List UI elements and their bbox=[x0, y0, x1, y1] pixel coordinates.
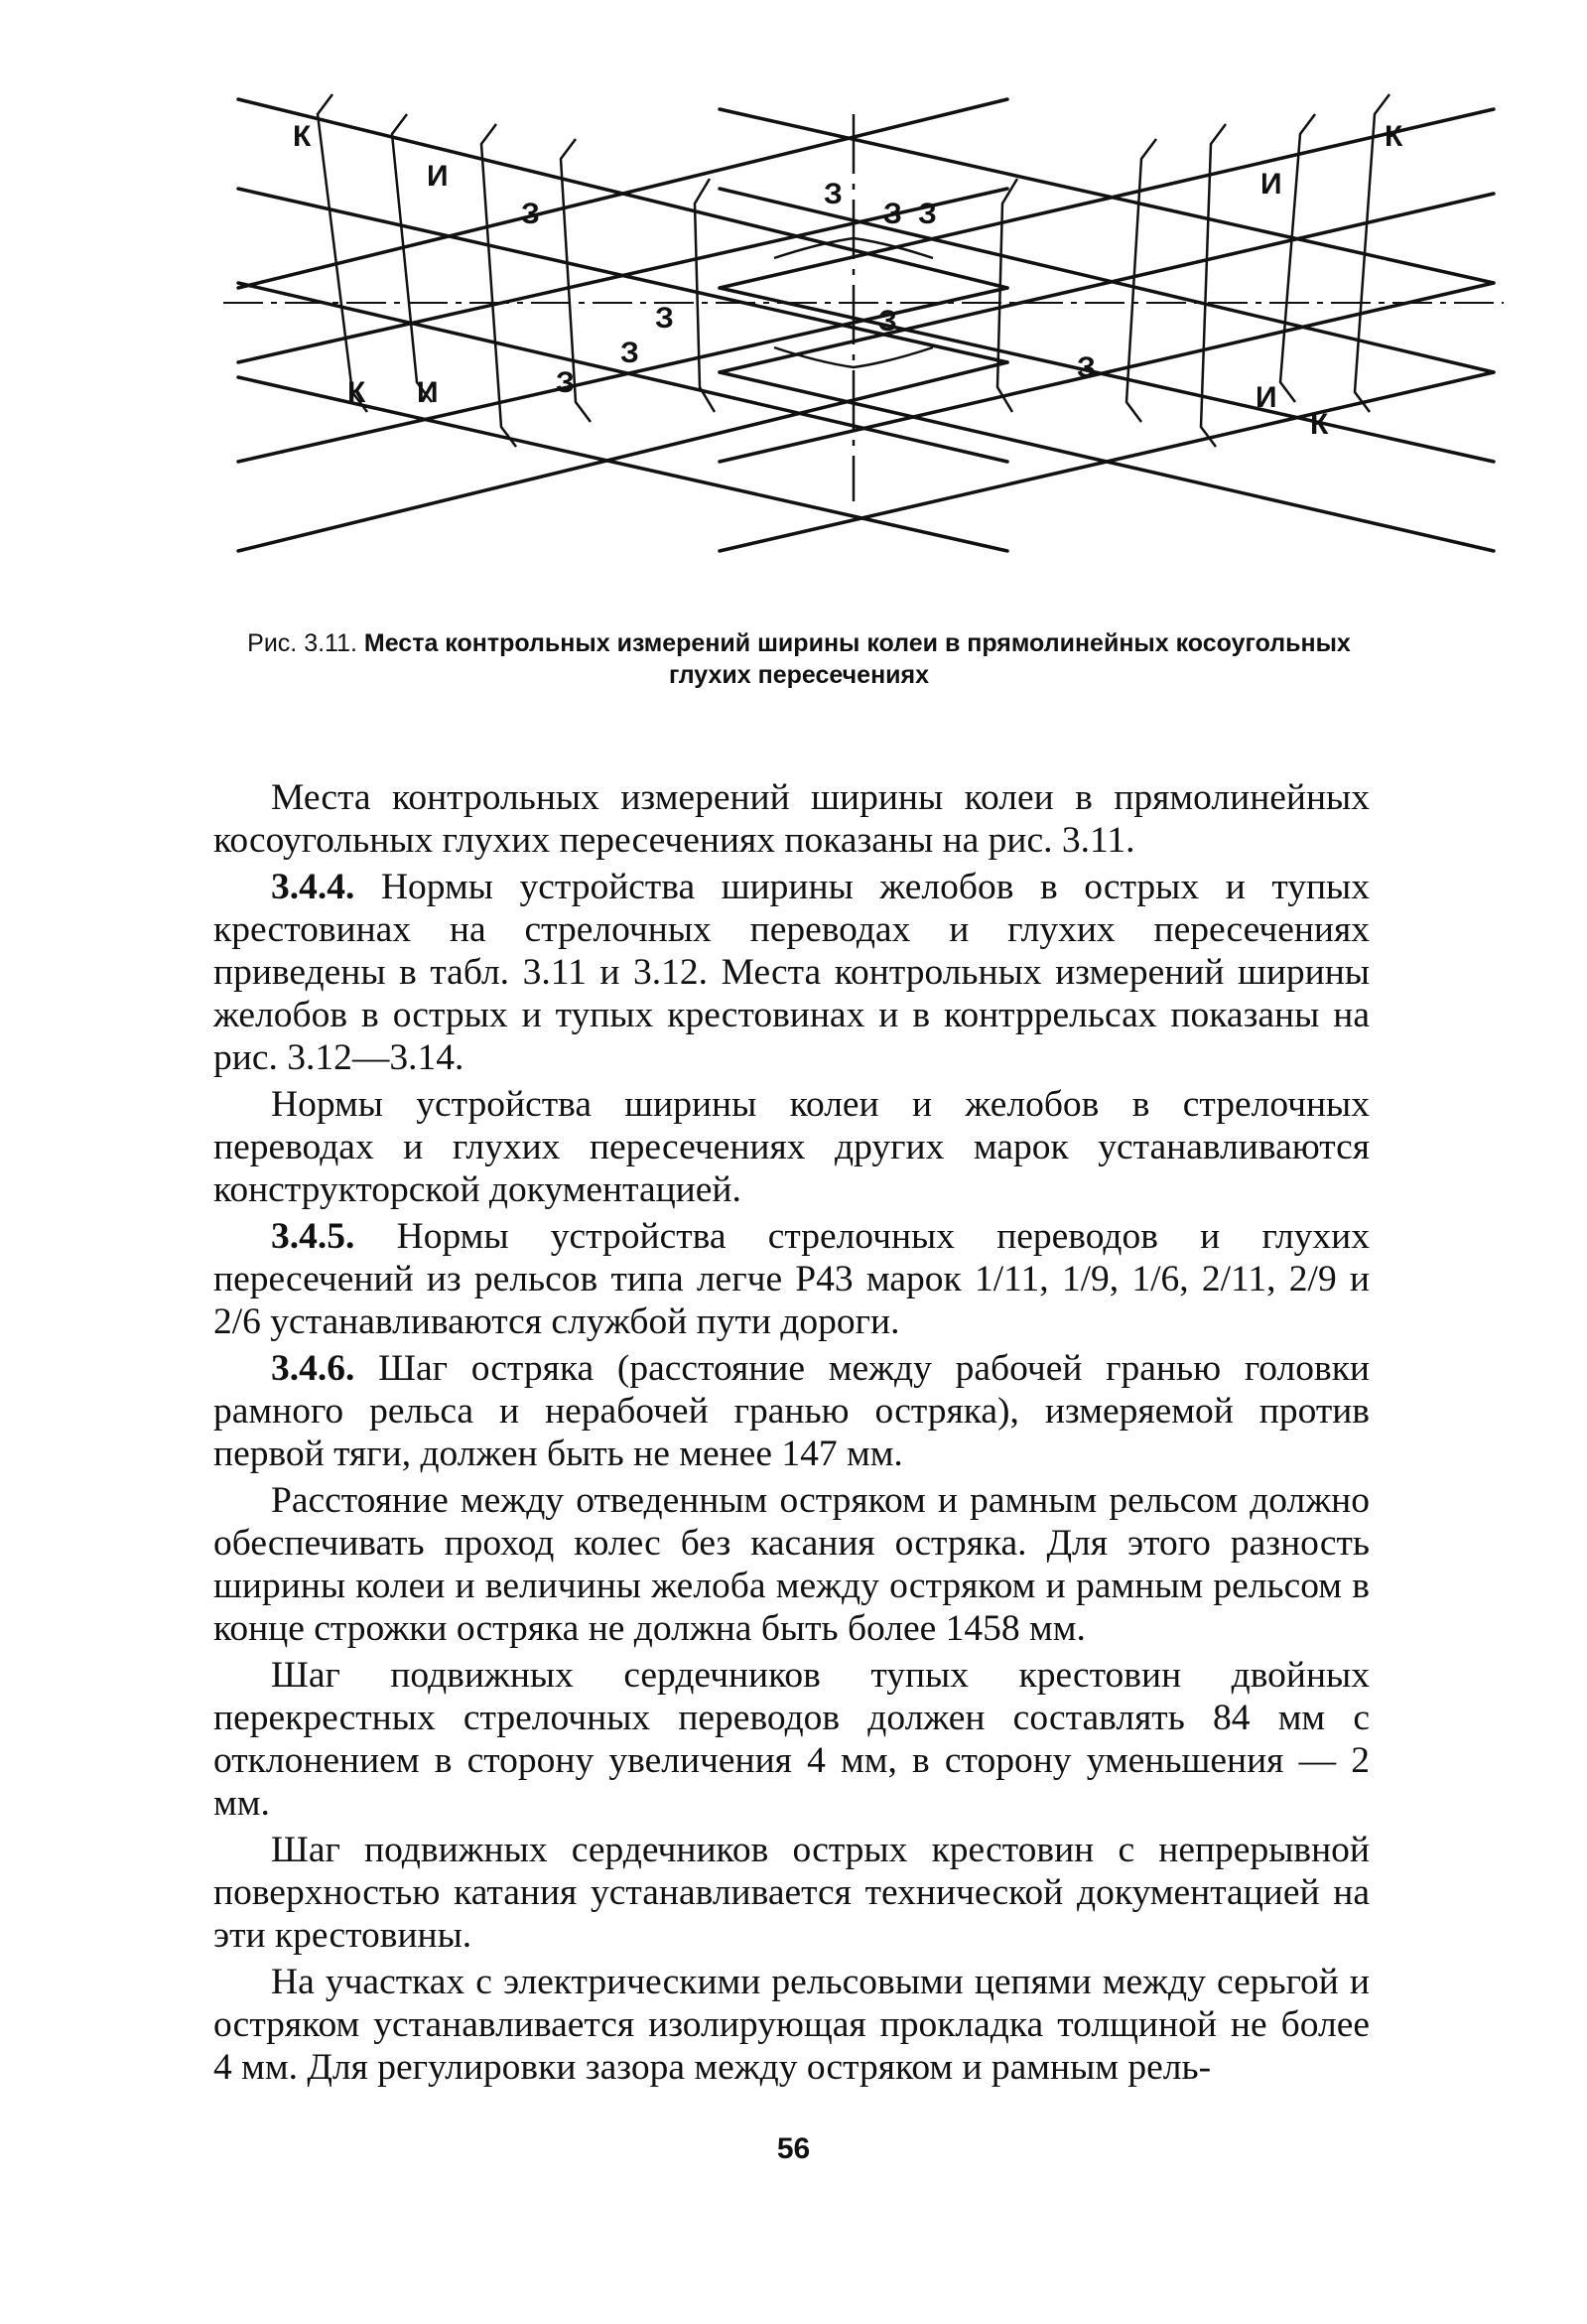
label-z: З bbox=[878, 305, 897, 338]
paragraph-text: Места контрольных измерений ширины колеи в прямолинейных косоугольных глухих пересечениях показаны на рис. 3.11. bbox=[213, 777, 1370, 861]
paragraph bbox=[213, 1215, 1370, 1343]
section-number: 3.4.4. bbox=[271, 867, 355, 907]
label-z: З bbox=[620, 337, 639, 369]
label-z: З bbox=[655, 302, 674, 335]
label-i: И bbox=[1256, 381, 1277, 414]
label-z: З bbox=[883, 198, 902, 230]
paragraph bbox=[213, 866, 1370, 1079]
label-k: К bbox=[1385, 120, 1403, 153]
label-i: И bbox=[1260, 168, 1282, 201]
paragraph bbox=[213, 1479, 1370, 1650]
label-z: З bbox=[556, 366, 575, 399]
label-k: К bbox=[293, 120, 312, 153]
paragraph bbox=[213, 1961, 1370, 2089]
paragraph-text: Шаг подвижных сердечников тупых крестовин двойных перекрестных стрелочных переводов должен составлять 84 мм с отклонением в сторону увеличения 4 мм, в сторону уменьшения — 2 мм. bbox=[213, 1655, 1370, 1824]
paragraph bbox=[213, 776, 1370, 862]
page-number: 56 bbox=[776, 2132, 811, 2165]
paragraph-text: Расстояние между отведенным остряком и рамным рельсом должно обеспечивать проход колес без касания остряка. Для этого разность ширины колеи и величины желоба между остряком и рамным рельсом в конце строжки остряка не должна быть более 1458 мм. bbox=[213, 1480, 1370, 1649]
paragraph bbox=[213, 1347, 1370, 1475]
paragraph-text: Нормы устройства стрелочных переводов и глухих пересечений из рельсов типа легче Р43 марок 1/11, 1/9, 1/6, 2/11, 2/9 и 2/6 устанавливаются службой пути дороги. bbox=[213, 1216, 1370, 1342]
paragraph bbox=[213, 1829, 1370, 1957]
label-i: И bbox=[417, 376, 439, 409]
paragraph-text: Нормы устройства ширины желобов в острых и тупых крестовинах на стрелочных переводах и глухих пересечениях приведены в табл. 3.11 и 3.12. Места контрольных измерений ширины желобов в острых и тупых крестовинах и в контррельсах показаны на рис. 3.12—3.14. bbox=[213, 867, 1370, 1078]
paragraph-text: Шаг подвижных сердечников острых крестовин с непрерывной поверхностью катания устанавливается технической документацией на эти крестовины. bbox=[213, 1830, 1370, 1956]
gauge-measure-i bbox=[392, 114, 432, 402]
label-z: З bbox=[1077, 351, 1096, 384]
label-k: К bbox=[1310, 408, 1329, 441]
section-number: 3.4.5. bbox=[271, 1216, 355, 1257]
section-number: 3.4.6. bbox=[271, 1348, 355, 1389]
paragraph-text: Нормы устройства ширины колеи и желобов в стрелочных переводах и глухих пересечениях других марок устанавливаются конструкторской документацией. bbox=[213, 1084, 1370, 1210]
figure-caption bbox=[213, 627, 1385, 691]
paragraph bbox=[213, 1654, 1370, 1825]
gauge-measure-k bbox=[318, 94, 367, 412]
paragraph-text: На участках с электрическими рельсовыми цепями между серьгой и остряком устанавливается изолирующая прокладка толщиной не более 4 мм. Для регулировки зазора между остряком и рамным рель- bbox=[213, 1962, 1370, 2088]
gauge-measure-z bbox=[997, 179, 1017, 412]
crossing-diagram bbox=[223, 84, 1504, 561]
paragraph bbox=[213, 1083, 1370, 1211]
paragraph-text: Шаг остряка (расстояние между рабочей гранью головки рамного рельса и нерабочей гранью остряка), измеряемой против первой тяги, должен быть не менее 147 мм. bbox=[213, 1348, 1371, 1474]
label-z: З bbox=[824, 178, 843, 210]
label-z: З bbox=[918, 198, 937, 230]
figure-3-11 bbox=[223, 84, 1504, 561]
label-i: И bbox=[427, 160, 449, 193]
label-z: З bbox=[521, 198, 540, 230]
caption-text: Места контрольных измерений ширины колеи в прямолинейных косоугольных глухих пересечениях bbox=[363, 629, 1351, 689]
label-k: К bbox=[347, 376, 366, 409]
body-text bbox=[213, 776, 1370, 2093]
caption-label: Рис. 3.11. bbox=[247, 629, 357, 657]
